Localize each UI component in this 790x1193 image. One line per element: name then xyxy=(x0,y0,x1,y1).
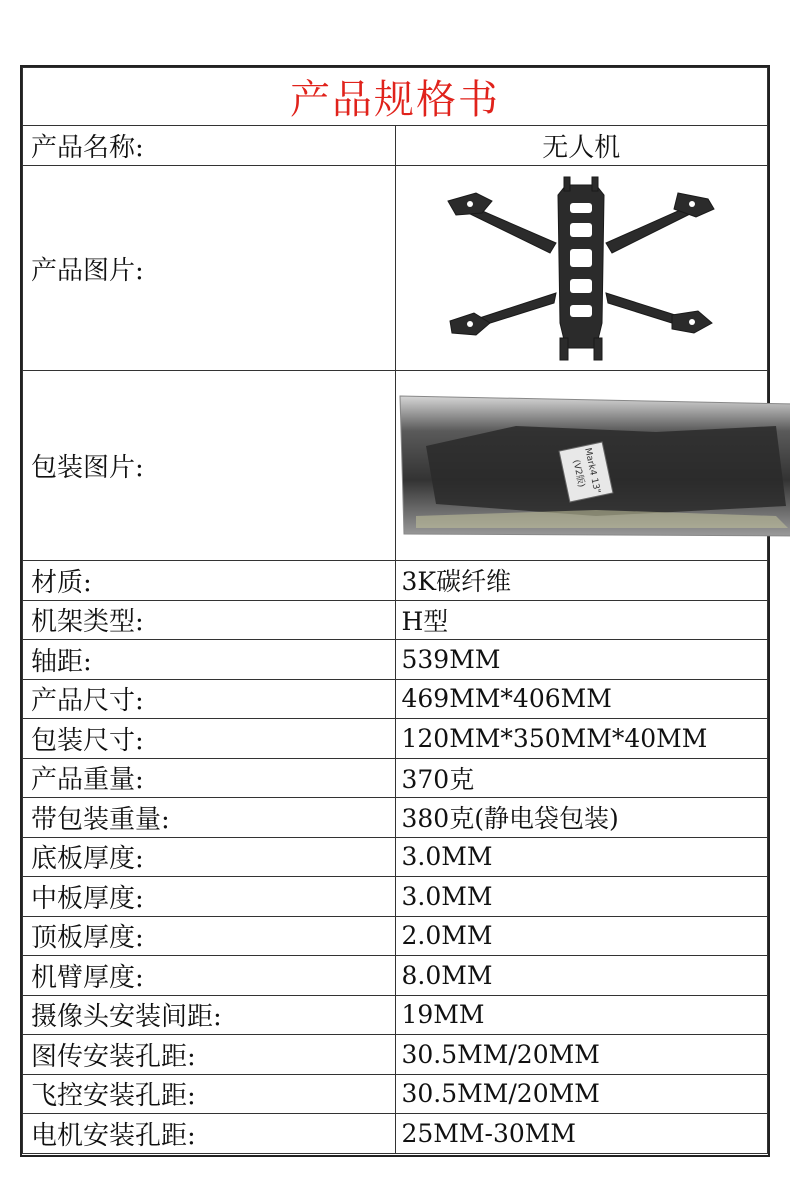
package-bag-icon xyxy=(396,386,790,546)
spec-row-product-name xyxy=(23,126,768,166)
spec-value: 469MM*406MM xyxy=(395,679,768,719)
spec-row xyxy=(23,995,768,1035)
spec-value: 30.5MM/20MM xyxy=(395,1074,768,1114)
spec-label: 产品名称: xyxy=(23,126,396,166)
spec-row xyxy=(23,916,768,956)
spec-value: 120MM*350MM*40MM xyxy=(395,719,768,759)
spec-sheet xyxy=(20,65,770,1157)
spec-label: 摄像头安装间距: xyxy=(23,995,396,1035)
spec-value: 25MM-30MM xyxy=(395,1114,768,1154)
spec-value: H型 xyxy=(395,600,768,640)
spec-row xyxy=(23,1074,768,1114)
spec-label: 产品重量: xyxy=(23,758,396,798)
spec-label: 机架类型: xyxy=(23,600,396,640)
spec-label: 顶板厚度: xyxy=(23,916,396,956)
spec-row xyxy=(23,679,768,719)
spec-value: 8.0MM xyxy=(395,956,768,996)
spec-label: 飞控安装孔距: xyxy=(23,1074,396,1114)
spec-value: 19MM xyxy=(395,995,768,1035)
spec-row xyxy=(23,877,768,917)
spec-value: 无人机 xyxy=(395,126,768,166)
spec-row xyxy=(23,837,768,877)
spec-label: 材质: xyxy=(23,561,396,601)
spec-label: 带包装重量: xyxy=(23,798,396,838)
spec-value: 3K碳纤维 xyxy=(395,561,768,601)
spec-label: 轴距: xyxy=(23,640,396,680)
spec-value: 370克 xyxy=(395,758,768,798)
spec-row xyxy=(23,719,768,759)
spec-value: 3.0MM xyxy=(395,877,768,917)
drone-frame-icon xyxy=(446,173,716,363)
spec-label: 产品图片: xyxy=(23,166,396,371)
spec-row xyxy=(23,758,768,798)
spec-row-product-image xyxy=(23,166,768,371)
bag-print-version: (V2版) xyxy=(569,458,586,488)
sheet-title: 产品规格书 xyxy=(23,68,768,126)
spec-label: 包装尺寸: xyxy=(23,719,396,759)
spec-row xyxy=(23,956,768,996)
spec-label: 电机安装孔距: xyxy=(23,1114,396,1154)
spec-label: 机臂厚度: xyxy=(23,956,396,996)
product-image-cell xyxy=(395,166,768,371)
bag-print-model: Mark4 13" xyxy=(581,446,602,494)
package-image-cell xyxy=(395,371,768,561)
spec-value: 380克(静电袋包装) xyxy=(395,798,768,838)
spec-label: 包装图片: xyxy=(23,371,396,561)
spec-label: 底板厚度: xyxy=(23,837,396,877)
spec-row xyxy=(23,640,768,680)
spec-row xyxy=(23,561,768,601)
spec-row xyxy=(23,600,768,640)
spec-row xyxy=(23,1035,768,1075)
spec-value: 539MM xyxy=(395,640,768,680)
spec-row xyxy=(23,798,768,838)
spec-label: 中板厚度: xyxy=(23,877,396,917)
spec-label: 产品尺寸: xyxy=(23,679,396,719)
spec-value: 30.5MM/20MM xyxy=(395,1035,768,1075)
spec-value: 2.0MM xyxy=(395,916,768,956)
spec-row xyxy=(23,1114,768,1154)
spec-row-package-image xyxy=(23,371,768,561)
spec-label: 图传安装孔距: xyxy=(23,1035,396,1075)
spec-value: 3.0MM xyxy=(395,837,768,877)
spec-table xyxy=(22,67,768,1154)
